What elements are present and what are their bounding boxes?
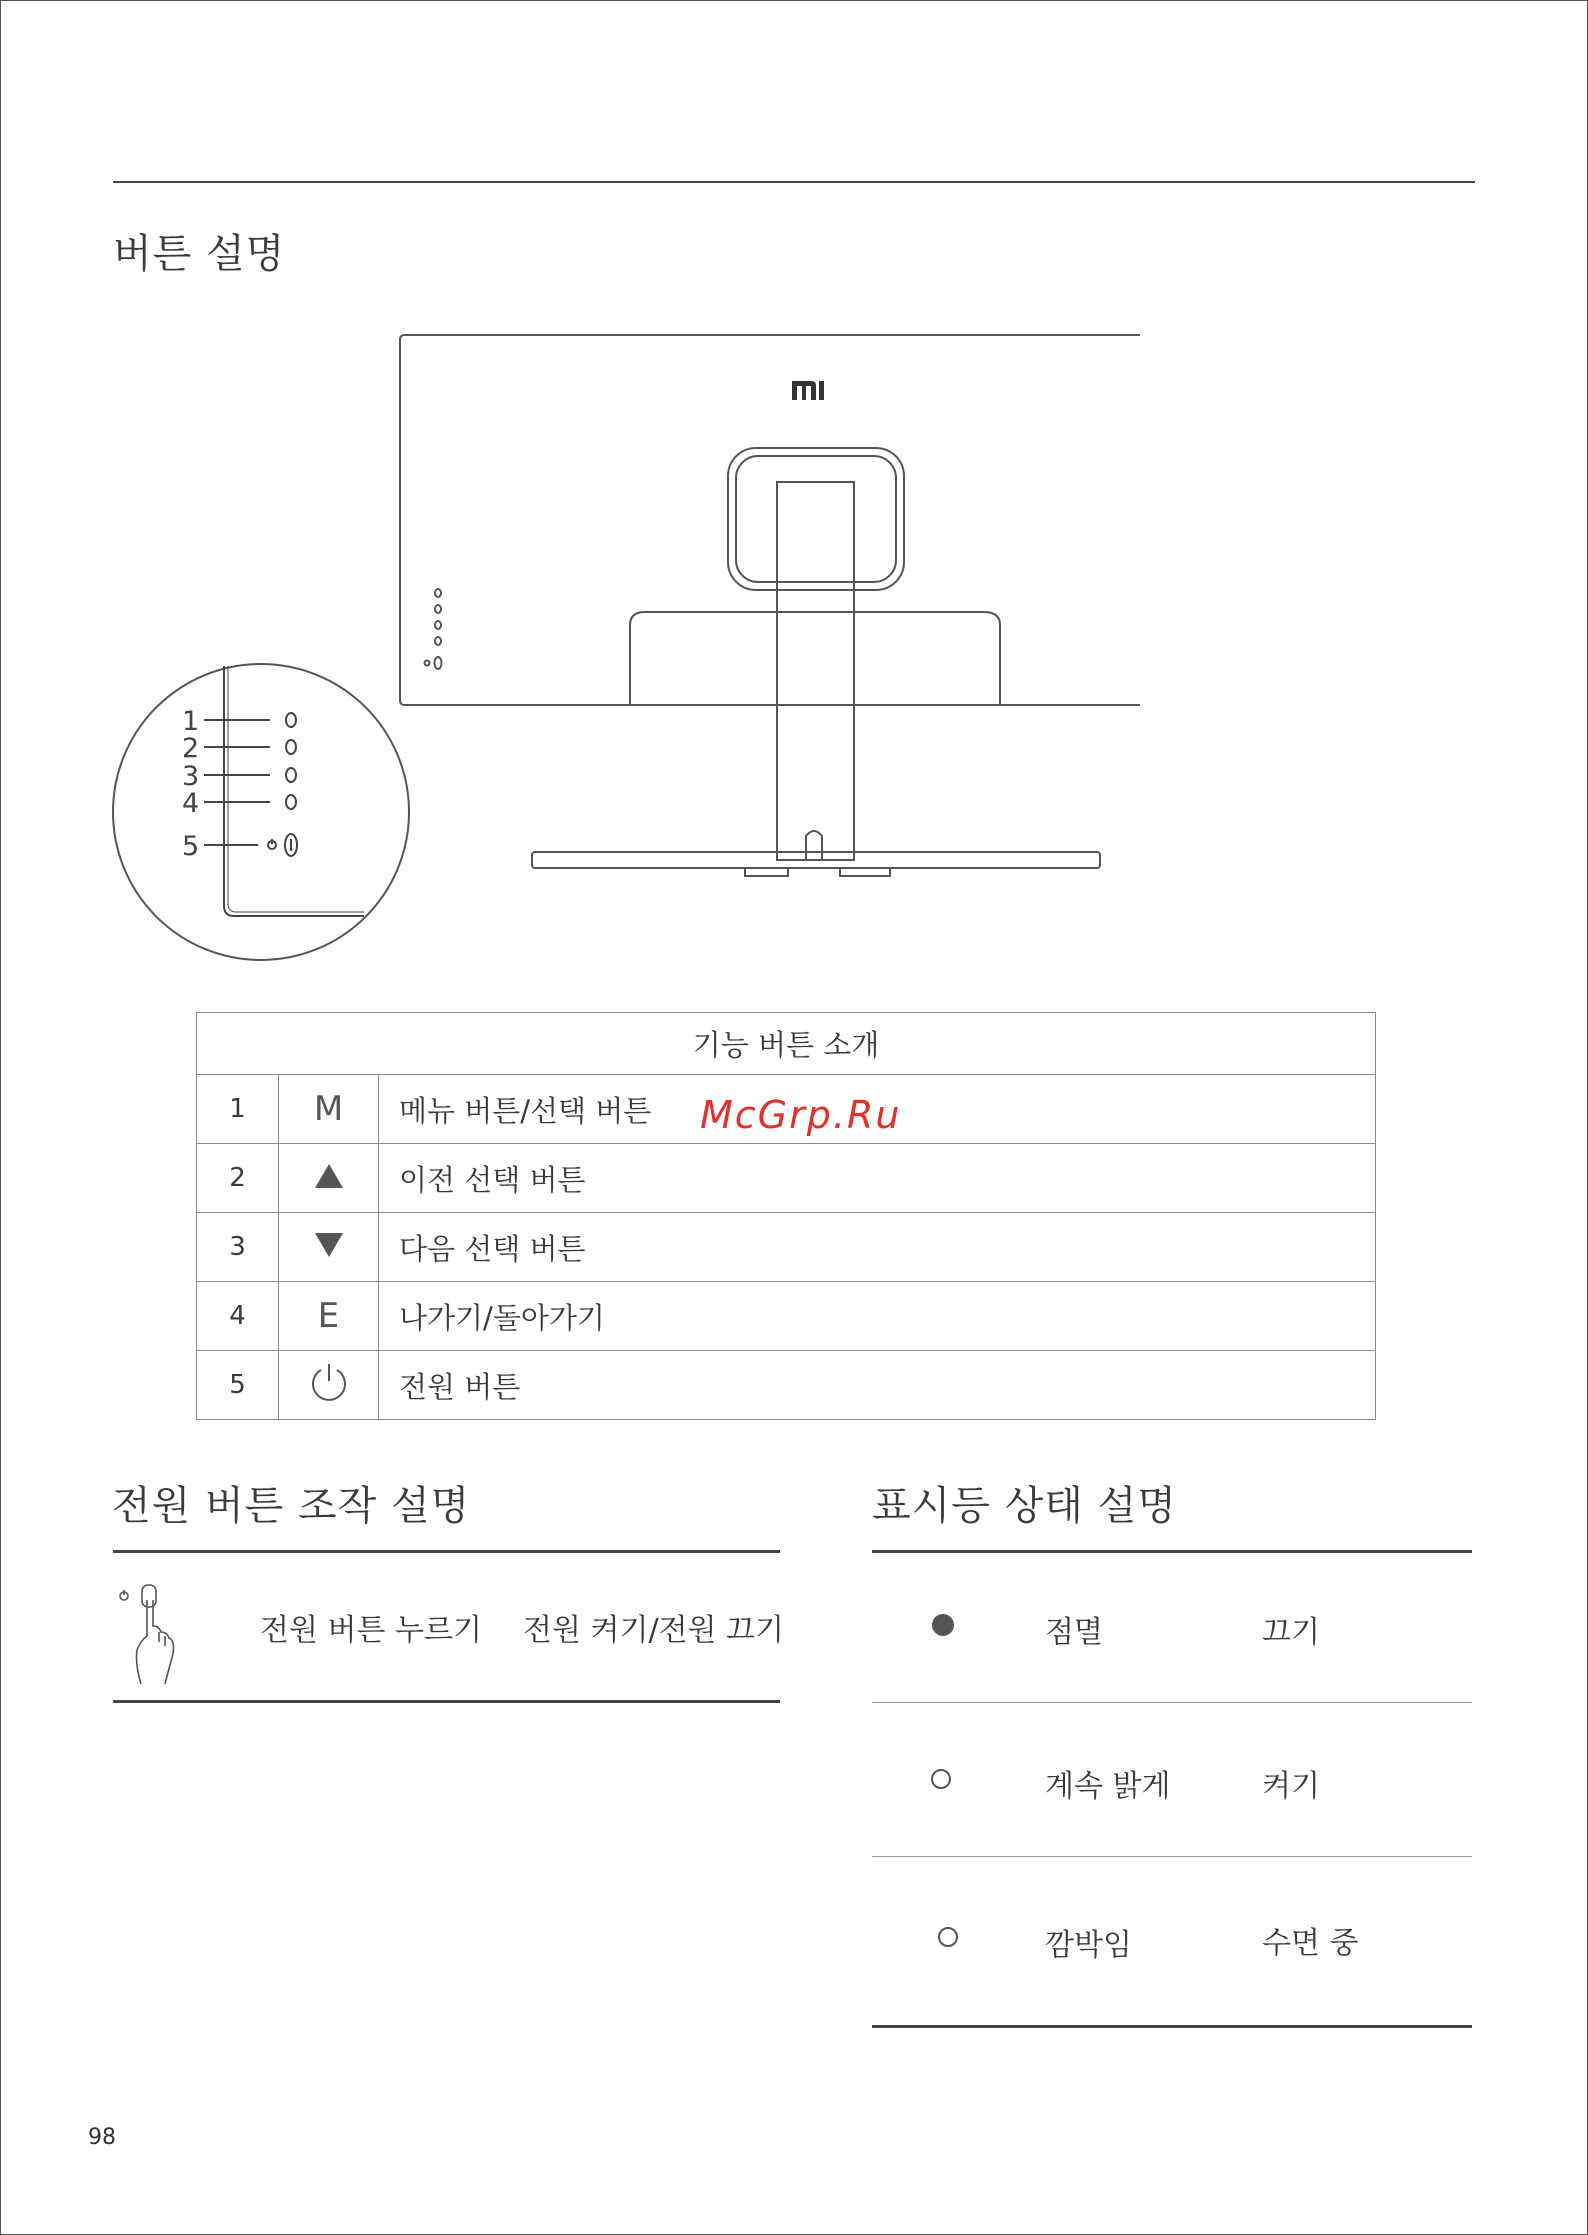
indicator-top-rule [872,1550,1472,1553]
section-title: 버튼 설명 [113,231,286,277]
filled-dot-icon [932,1614,954,1636]
row-description: 전원 버튼 [379,1351,1376,1420]
row-number: 2 [197,1144,279,1213]
table-row [197,1282,1376,1351]
power-result: 전원 켜기/전원 끄기 [523,1613,785,1648]
hollow-dot-icon [938,1927,958,1947]
row-description: 메뉴 버튼/선택 버튼 [379,1075,1376,1144]
indicator-meaning: 끄기 [1262,1615,1320,1650]
indicator-section-title: 표시등 상태 설명 [872,1483,1177,1529]
power-top-rule [113,1550,780,1553]
indicator-state: 계속 밝게 [1045,1769,1171,1804]
indicator-divider [872,1702,1472,1703]
indicator-bottom-rule [872,2025,1472,2028]
callout-1: 1 [182,706,200,737]
callout-2: 2 [182,733,200,764]
callout-3: 3 [182,761,200,792]
top-rule [113,181,1475,183]
row-number: 4 [197,1282,279,1351]
finger-press-icon [115,1580,181,1686]
table-row [197,1351,1376,1420]
function-button-table [196,1012,1376,1420]
indicator-state: 점멸 [1045,1615,1103,1650]
hollow-dot-icon [931,1769,951,1789]
row-description: 이전 선택 버튼 [379,1144,1376,1213]
callout-5: 5 [182,831,200,862]
row-number: 1 [197,1075,279,1144]
down-triangle-icon [279,1213,379,1282]
monitor-back-diagram [100,320,1140,970]
row-description: 다음 선택 버튼 [379,1213,1376,1282]
watermark: McGrp.Ru [700,1093,902,1137]
page-number: 98 [88,2125,116,2150]
row-description: 나가기/돌아가기 [379,1282,1376,1351]
power-action: 전원 버튼 누르기 [260,1613,482,1648]
row-number: 5 [197,1351,279,1420]
power-bottom-rule [113,1700,780,1703]
exit-symbol: E [279,1282,379,1351]
table-row [197,1144,1376,1213]
menu-symbol: M [279,1075,379,1144]
up-triangle-icon [279,1144,379,1213]
indicator-meaning: 켜기 [1262,1769,1320,1804]
table-caption: 기능 버튼 소개 [197,1013,1376,1075]
power-icon [279,1351,379,1420]
indicator-meaning: 수면 중 [1262,1926,1359,1961]
power-section-title: 전원 버튼 조작 설명 [112,1483,471,1529]
indicator-state: 깜박임 [1045,1928,1132,1963]
mi-logo [792,381,824,400]
indicator-divider [872,1856,1472,1857]
callout-4: 4 [182,788,200,819]
table-row [197,1213,1376,1282]
row-number: 3 [197,1213,279,1282]
